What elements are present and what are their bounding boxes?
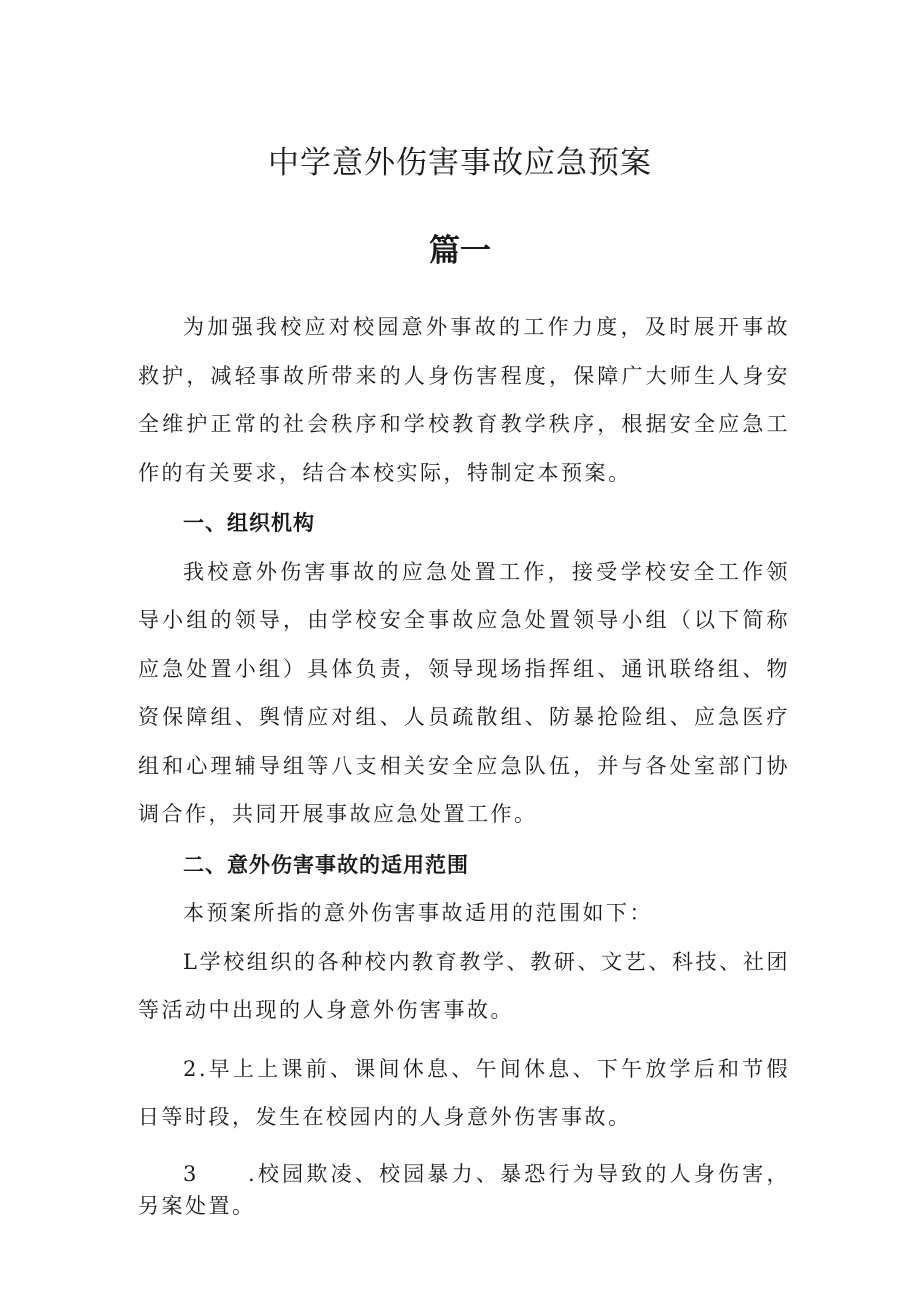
document-title: 中学意外伤害事故应急预案 (268, 145, 652, 181)
scope-item-3: 3 .校园欺凌、校园暴力、暴恐行为导致的人身伤害，另案处置。 (138, 1161, 790, 1218)
section-heading-organization: 一、组织机构 (183, 511, 315, 535)
document-subtitle: 篇一 (429, 233, 491, 269)
scope-intro-paragraph: 本预案所指的意外伤害事故适用的范围如下： (183, 901, 653, 925)
section-heading-scope: 二、意外伤害事故的适用范围 (183, 852, 469, 877)
document-body (138, 303, 790, 1222)
intro-paragraph: 为加强我校应对校园意外事故的工作力度，及时展开事故救护，减轻事故所带来的人身伤害程度，保障广大师生人身安全维护正常的社会秩序和学校教育教学秩序，根据安全应急工作的有关要求，结合本校实际，特制定本预案。 (138, 315, 790, 485)
scope-item-2: 2.早上上课前、课间休息、午间休息、下午放学后和节假日等时段，发生在校园内的人身意外伤害事故。 (138, 1056, 790, 1129)
organization-paragraph: 我校意外伤害事故的应急处置工作，接受学校安全工作领导小组的领导，由学校安全事故应急处置领导小组（以下简称应急处置小组）具体负责，领导现场指挥组、通讯联络组、物资保障组、舆情应对组、人员疏散组、防暴抢险组、应急医疗组和心理辅导组等八支相关安全应急队伍，并与各处室部门协调合作，共同开展事故应急处置工作。 (138, 559, 790, 826)
scope-item-1: L学校组织的各种校内教育教学、教研、文艺、科技、社团等活动中出现的人身意外伤害事故。 (138, 949, 790, 1022)
